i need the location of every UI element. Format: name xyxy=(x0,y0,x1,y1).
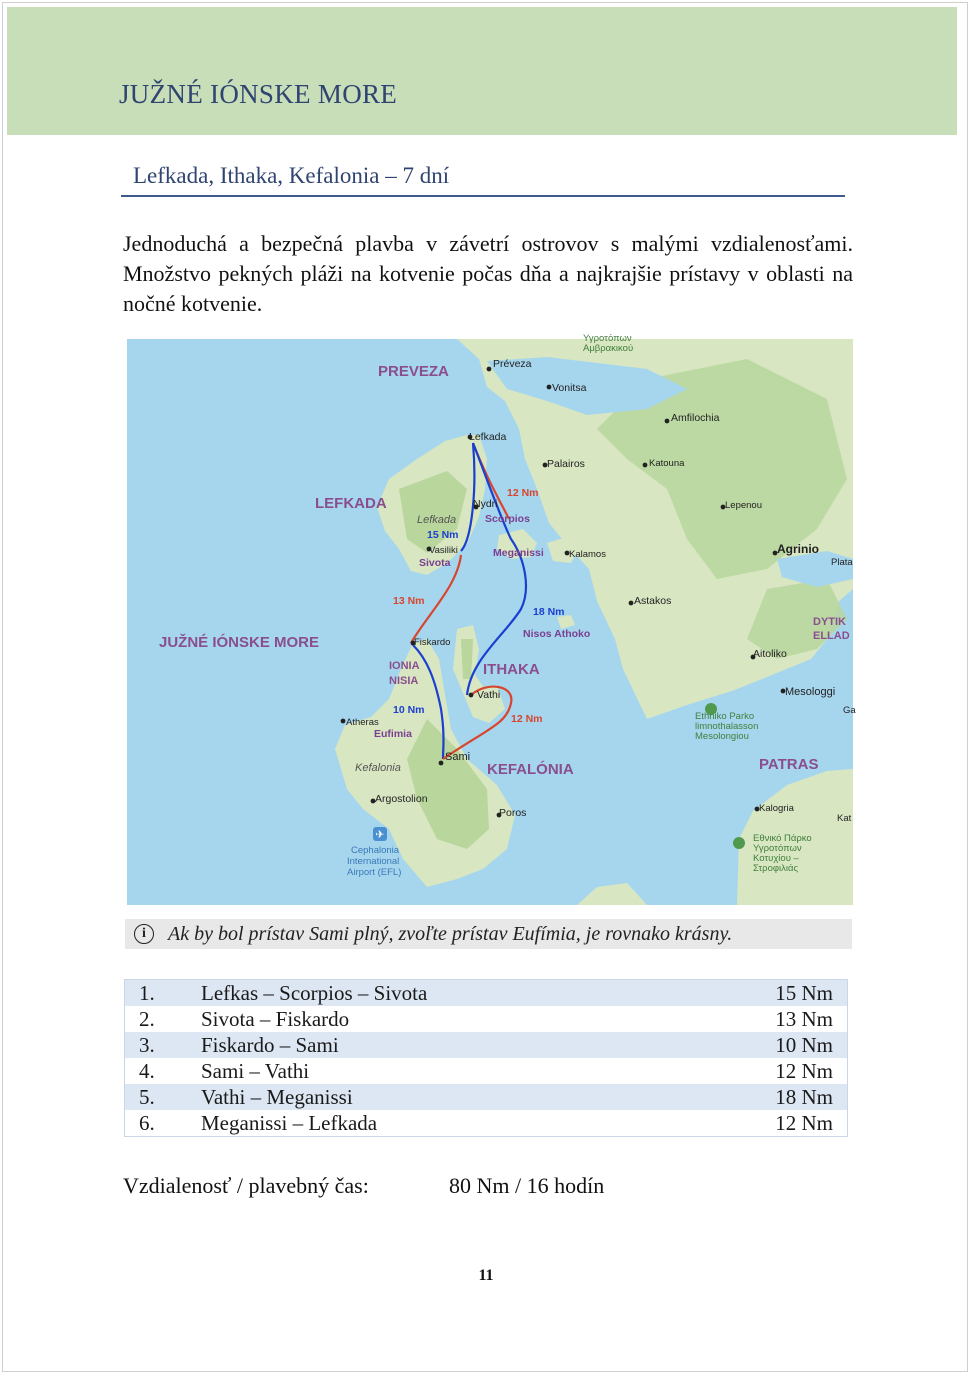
stop-label-sivota: Sivota xyxy=(419,557,451,569)
leg-label-12b: 12 Nm xyxy=(511,713,543,725)
greek-top-label-line2: Αμβρακικού xyxy=(583,343,634,354)
town-label-kalamos: Kalamos xyxy=(569,549,606,560)
town-label-aitoliko: Aitoliko xyxy=(753,648,787,660)
route-distance: 12 Nm xyxy=(775,1058,833,1083)
intro-paragraph: Jednoduchá a bezpečná plavba v závetrí ostrovov s malými vzdialenosťami. Množstvo pekných pláži na kotvenie počas dňa a najkrajšie prístavy v oblasti na nočné kotvenie. xyxy=(123,231,853,316)
route-name: Meganissi – Lefkada xyxy=(201,1110,378,1135)
route-name: Vathi – Meganissi xyxy=(201,1084,353,1109)
greek-top-label-line1: Υγροτόπων xyxy=(583,333,632,344)
region-label-ellada: ELLAD xyxy=(813,630,850,642)
park-label-line3: Mesolongiou xyxy=(695,731,749,742)
airport-label-line1: Cephalonia xyxy=(351,845,400,856)
town-label-lepenou: Lepenou xyxy=(725,500,762,511)
stop-label-meganissi: Meganissi xyxy=(493,547,544,559)
town-label-katouna: Katouna xyxy=(649,458,685,469)
route-name: Fiskardo – Sami xyxy=(201,1032,339,1057)
greek-park-label-line4: Στροφιλιάς xyxy=(753,863,799,874)
town-label-sami: Sami xyxy=(445,751,471,763)
note-box xyxy=(125,919,852,949)
stop-label-scorpios: Scorpios xyxy=(485,513,530,525)
table-row xyxy=(125,1032,848,1058)
route-number: 6. xyxy=(139,1110,155,1135)
region-label-dytiki: DYTIK xyxy=(813,616,846,628)
header-band xyxy=(7,7,957,135)
town-label-fiskardo: Fiskardo xyxy=(414,637,451,648)
town-label-ga: Ga xyxy=(843,705,856,716)
town-label-kalogria: Kalogria xyxy=(759,803,794,814)
page-number: 11 xyxy=(478,1267,494,1284)
table-row xyxy=(125,1084,848,1110)
route-distance: 10 Nm xyxy=(775,1032,833,1057)
town-label-amfilochia: Amfilochia xyxy=(671,412,720,424)
region-label-patras: PATRAS xyxy=(759,756,819,773)
park-label-line2: limnothalasson xyxy=(695,721,759,732)
route-distance: 15 Nm xyxy=(775,980,833,1005)
town-label-palairos: Palairos xyxy=(547,458,585,470)
town-label-nydri: Nydri xyxy=(473,498,498,510)
airport-icon xyxy=(373,827,387,841)
route-distance: 13 Nm xyxy=(775,1006,833,1031)
section-title: Lefkada, Ithaka, Kefalonia – 7 dní xyxy=(133,163,450,188)
table-row xyxy=(125,1006,848,1032)
region-label-ionia: IONIA xyxy=(389,660,420,672)
table-row xyxy=(125,1058,848,1084)
route-name: Sivota – Fiskardo xyxy=(201,1006,350,1031)
town-label-astakos: Astakos xyxy=(634,595,672,607)
leg-label-13: 13 Nm xyxy=(393,595,425,607)
town-label-vathi: Vathi xyxy=(477,689,501,701)
island-label-kefalonia: Kefalonia xyxy=(355,762,401,774)
leg-label-12a: 12 Nm xyxy=(507,487,539,499)
town-label-preveza: Préveza xyxy=(493,358,532,370)
summary xyxy=(123,1173,605,1199)
greek-park-label-line2: Υγροτόπων xyxy=(753,843,802,854)
route-map xyxy=(127,333,856,905)
route-distance: 18 Nm xyxy=(775,1084,833,1109)
table-row xyxy=(125,980,848,1007)
leg-label-15: 15 Nm xyxy=(427,529,459,541)
town-label-agrinio: Agrinio xyxy=(777,542,819,556)
section-divider xyxy=(121,195,845,197)
region-label-preveza: PREVEZA xyxy=(378,363,449,380)
town-label-argostolion: Argostolion xyxy=(375,793,428,805)
region-label-lefkada: LEFKADA xyxy=(315,495,387,512)
route-number: 2. xyxy=(139,1006,155,1031)
route-name: Lefkas – Scorpios – Sivota xyxy=(201,980,428,1005)
route-number: 5. xyxy=(139,1084,155,1109)
table-row xyxy=(125,1110,848,1137)
town-label-mesologgi: Mesologgi xyxy=(785,686,836,698)
route-number: 4. xyxy=(139,1058,155,1083)
airport-label-line3: Airport (EFL) xyxy=(347,867,402,878)
route-number: 3. xyxy=(139,1032,155,1057)
region-label-kefalonia: KEFALÓNIA xyxy=(487,761,574,778)
stop-label-eufimia: Eufimia xyxy=(374,728,412,740)
route-number: 1. xyxy=(139,980,155,1005)
island-label-lefkada: Lefkada xyxy=(417,514,457,526)
town-label-vasiliki: Vasiliki xyxy=(429,545,458,556)
route-distance: 12 Nm xyxy=(775,1110,833,1135)
leg-label-10: 10 Nm xyxy=(393,704,425,716)
greek-park-label-line1: Εθνικό Πάρκο xyxy=(753,833,812,844)
map-forest xyxy=(461,639,473,679)
note-text: Ak by bol prístav Sami plný, zvoľte prístav Eufímia, je rovnako krásny. xyxy=(168,922,733,945)
town-label-plata: Plata xyxy=(831,557,853,568)
park-label-line1: Ethniko Parko xyxy=(695,711,755,722)
svg-text:✈: ✈ xyxy=(375,829,385,841)
page xyxy=(2,2,968,1372)
town-label-poros: Poros xyxy=(499,807,527,819)
greek-park-label-line3: Κοτυχίου – xyxy=(753,853,799,864)
info-icon: i xyxy=(134,924,154,944)
summary-label: Vzdialenosť / plavebný čas: xyxy=(123,1173,369,1198)
region-label-sea: JUŽNÉ IÓNSKE MORE xyxy=(159,634,320,651)
town-label-vonitsa: Vonitsa xyxy=(552,382,587,394)
summary-value: 80 Nm / 16 hodín xyxy=(449,1173,605,1198)
routes-table xyxy=(124,979,848,1137)
region-label-ithaka: ITHAKA xyxy=(483,661,540,678)
region-label-nisia: NISIA xyxy=(389,675,419,687)
route-name: Sami – Vathi xyxy=(201,1058,310,1083)
airport-label-line2: International xyxy=(347,856,400,867)
leg-label-18: 18 Nm xyxy=(533,606,565,618)
town-label-kato: Kat xyxy=(837,813,852,824)
stop-label-nisos-athoko: Nisos Athoko xyxy=(523,628,591,640)
town-label-lefkada: Lefkada xyxy=(469,431,507,443)
town-label-atheras: Atheras xyxy=(346,717,379,728)
chapter-title: JUŽNÉ IÓNSKE MORE xyxy=(119,79,398,109)
